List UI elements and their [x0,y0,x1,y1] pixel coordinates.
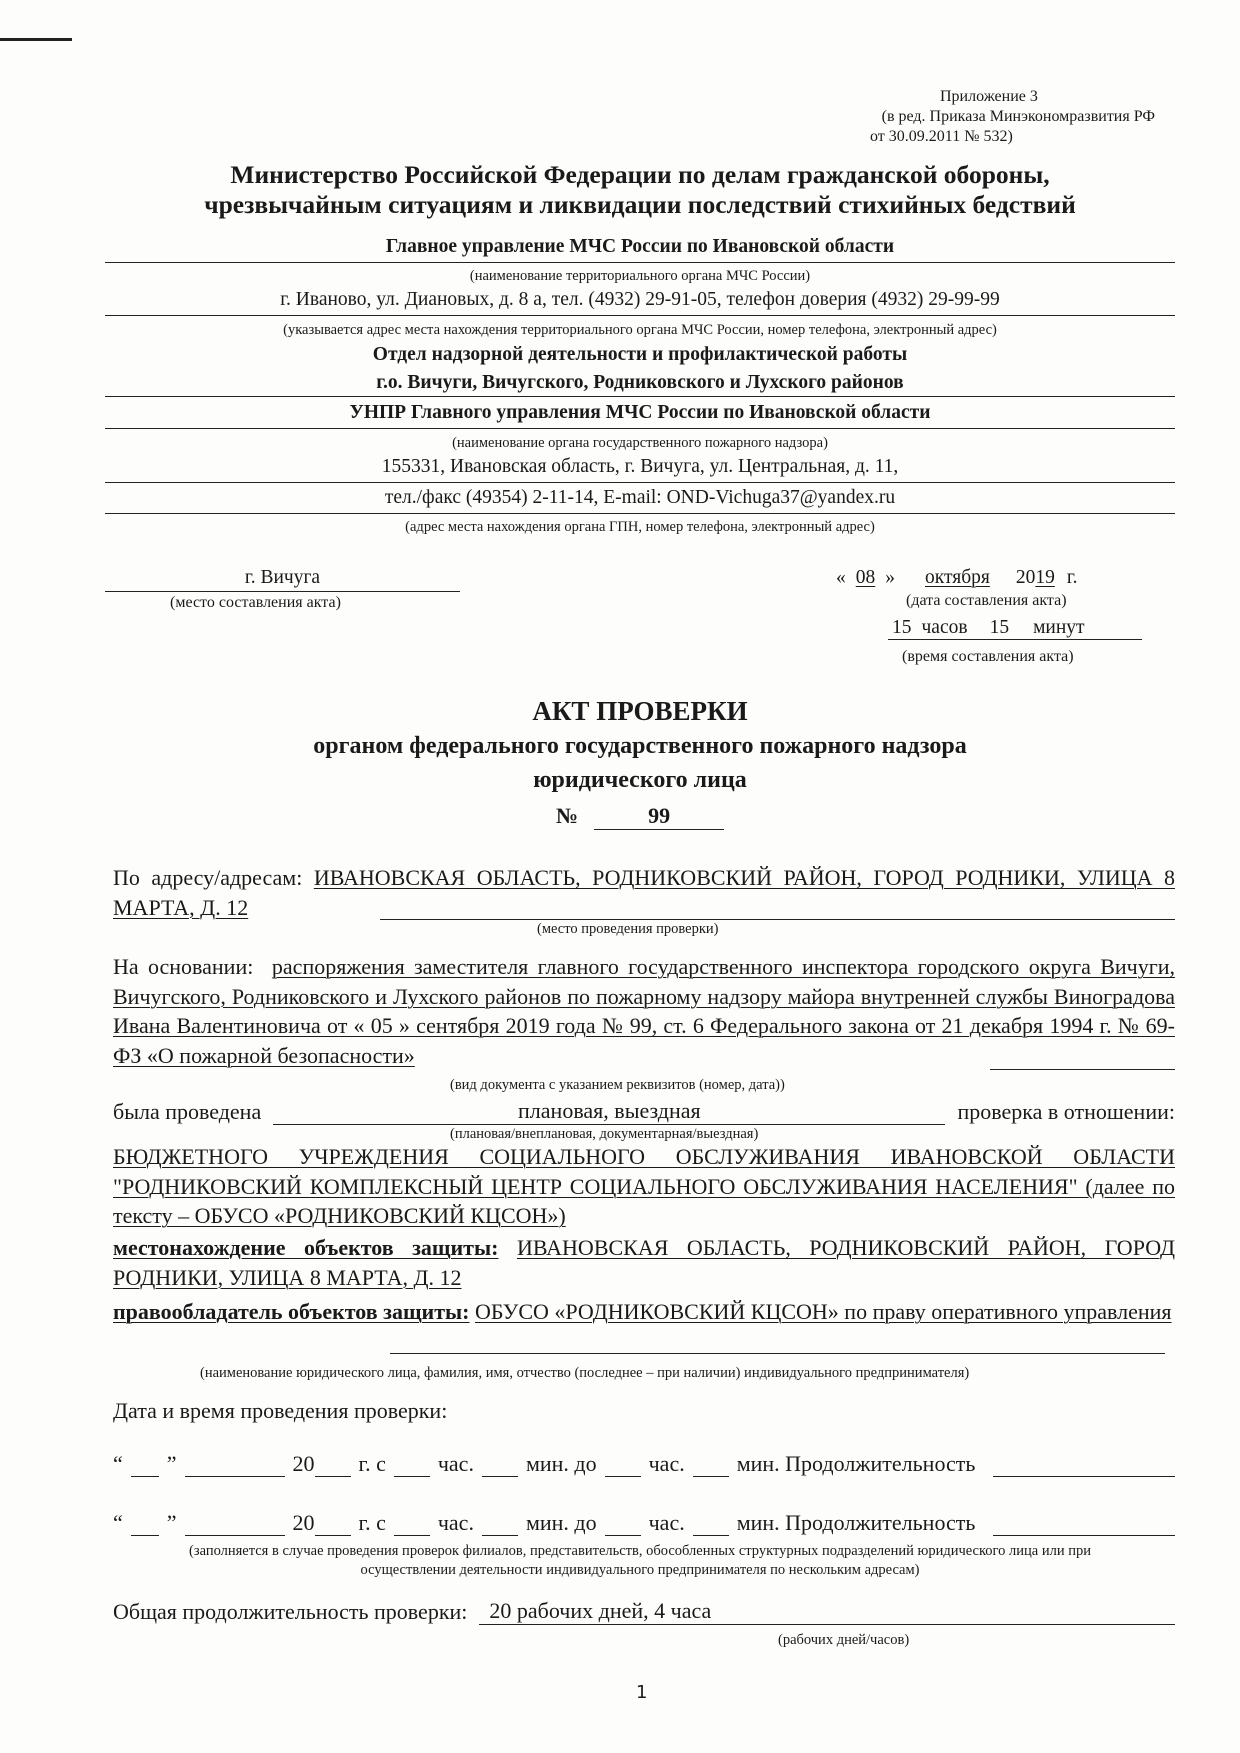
page-number: 1 [636,1682,648,1703]
number-value: 99 [594,803,724,830]
blank-from-hour[interactable] [394,1515,430,1536]
inspection-basis [113,952,1175,1070]
divider [105,262,1175,263]
location-label: местонахождение объектов защиты: [113,1235,499,1260]
divider [390,1353,1165,1354]
act-time [888,617,1142,640]
caption: (указывается адрес места нахождения территориального органа МЧС России, номер телефона, электронный адрес) [283,322,997,338]
caption: (рабочих дней/часов) [778,1632,910,1648]
duration-label: мин. Продолжительность [736,1451,976,1476]
appendix-label: Приложение 3 [940,88,1038,105]
ministry-title: чрезвычайным ситуациям и ликвидации последствий стихийных бедствий [204,190,1076,219]
gpn-body: Отдел надзорной деятельности и профилактической работы [372,344,908,365]
territorial-body: Главное управление МЧС России по Ивановской области [385,236,895,257]
date-year-suffix: 19 [1035,567,1055,588]
minutes-label: минут [1033,617,1085,638]
act-number [556,803,724,830]
time-hours: 15 [892,617,912,638]
caption: (заполняется в случае проведения проверок филиалов, представительств, обособленных структурных подразделений юридического лица или при [189,1543,1091,1559]
to-label: мин. до [525,1451,597,1476]
blank-to-min[interactable] [693,1456,729,1477]
divider [105,513,1175,514]
quote: » [885,567,895,588]
datetime-label: Дата и время проведения проверки: [113,1398,448,1423]
hour-label: час. [648,1510,685,1535]
territorial-address: г. Иваново, ул. Диановых, д. 8 а, тел. (4932) 29-91-05, телефон доверия (4932) 29-99-99 [280,289,1000,310]
blank-to-min[interactable] [693,1515,729,1536]
total-duration [113,1598,1175,1625]
caption: (время составления акта) [902,648,1074,665]
total-label: Общая продолжительность проверки: [113,1599,468,1624]
date-year-g: г. [1066,567,1078,588]
address-value: ИВАНОВСКАЯ ОБЛАСТЬ, РОДНИКОВСКИЙ РАЙОН, ГОРОД РОДНИКИ, УЛИЦА 8 МАРТА, Д. 12 [113,865,1175,920]
duration-label: мин. Продолжительность [736,1510,976,1535]
datetime-row [113,1510,1175,1536]
blank-day[interactable] [131,1456,159,1477]
blank-day[interactable] [131,1515,159,1536]
blank-year[interactable] [315,1515,351,1536]
ministry-title: Министерство Российской Федерации по делам гражданской обороны, [230,160,1050,189]
caption: (дата составления акта) [906,592,1067,609]
divider [105,428,1175,429]
caption: (адрес места нахождения органа ГПН, номер телефона, электронный адрес) [405,519,875,535]
divider [105,315,1175,316]
gpn-address: тел./факс (49354) 2-11-14, E-mail: OND-Vichuga37@yandex.ru [384,487,896,508]
conducted-suffix: проверка в отношении: [957,1099,1175,1124]
caption: (плановая/внеплановая, документарная/выездная) [450,1126,759,1142]
caption: (вид документа с указанием реквизитов (номер, дата)) [450,1077,785,1093]
gpn-body: г.о. Вичуги, Вичугского, Родниковского и Лухского районов [376,372,904,393]
hours-label: часов [921,617,968,638]
basis-value: распоряжения заместителя главного государственного инспектора городского округа Вичуги, Вичугского, Родниковского и Лухского районов по пожарному надзору майора внутренней службы Виноградова Ивана Валентиновича от « 05 » сентября 2019 года № 99, ст. 6 Федерального закона от 21 декабря 1994 г. № 69-ФЗ «О пожарной безопасности» [113,954,1175,1068]
blank-month[interactable] [185,1456,285,1477]
total-value: 20 рабочих дней, 4 часа [479,1598,1175,1625]
conducted-label: была проведена [113,1099,262,1124]
inspection-address [113,863,1175,922]
owner-value: ОБУСО «РОДНИКОВСКИЙ КЦСОН» по праву оперативного управления [475,1299,1172,1324]
conducted-value: плановая, выездная [273,1098,945,1125]
blank-year[interactable] [315,1456,351,1477]
quote: « [836,567,846,588]
caption: (место проведения проверки) [537,921,719,937]
scan-artifact [0,38,72,41]
year-prefix: 20 [292,1451,315,1476]
blank-from-min[interactable] [482,1456,518,1477]
act-date [836,567,1078,589]
owner-label: правообладатель объектов защиты: [113,1299,470,1324]
act-subtitle: органом федерального государственного пожарного надзора [313,733,967,759]
caption: (место составления акта) [170,594,341,611]
to-label: мин. до [525,1510,597,1535]
divider [105,396,1175,397]
quote: “ [113,1451,123,1476]
caption: осуществлении деятельности индивидуального предпринимателя по нескольким адресам) [360,1562,920,1578]
caption: (наименование территориального органа МЧС России) [469,268,811,284]
quote: ” [166,1510,177,1535]
inspection-type [113,1098,1175,1125]
blank-duration[interactable] [993,1515,1175,1536]
location-value: ИВАНОВСКАЯ ОБЛАСТЬ, РОДНИКОВСКИЙ РАЙОН, ГОРОД РОДНИКИ, УЛИЦА 8 МАРТА, Д. 12 [113,1235,1175,1290]
entity-name: БЮДЖЕТНОГО УЧРЕЖДЕНИЯ СОЦИАЛЬНОГО ОБСЛУЖИВАНИЯ ИВАНОВСКОЙ ОБЛАСТИ "РОДНИКОВСКИЙ КОМПЛЕКСНЫЙ ЦЕНТР СОЦИАЛЬНОГО ОБСЛУЖИВАНИЯ НАСЕЛЕНИЯ" (далее по тексту – ОБУСО «РОДНИКОВСКИЙ КЦСОН») [113,1144,1175,1228]
hour-label: час. [437,1510,474,1535]
hour-label: час. [437,1451,474,1476]
blank-from-hour[interactable] [394,1456,430,1477]
act-title: АКТ ПРОВЕРКИ [532,696,748,726]
blank-month[interactable] [185,1515,285,1536]
blank-to-hour[interactable] [605,1515,641,1536]
quote: “ [113,1510,123,1535]
hour-label: час. [648,1451,685,1476]
datetime-row [113,1451,1175,1477]
appendix-ref: (в ред. Приказа Минэкономразвития РФ [881,108,1155,125]
divider [105,482,1175,483]
date-day: 08 [855,567,876,588]
from-label: г. с [358,1510,386,1535]
blank-to-hour[interactable] [605,1456,641,1477]
divider [990,1069,1175,1070]
time-minutes: 15 [989,617,1010,638]
appendix-ref: от 30.09.2011 № 532) [870,128,1013,145]
gpn-address: 155331, Ивановская область, г. Вичуга, ул. Центральная, д. 11, [381,456,899,477]
basis-label: На основании: [113,954,254,979]
address-label: По адресу/адресам: [113,865,303,890]
act-place: г. Вичуга [105,567,460,592]
quote: ” [166,1451,177,1476]
blank-duration[interactable] [993,1456,1175,1477]
blank-from-min[interactable] [482,1515,518,1536]
year-prefix: 20 [292,1510,315,1535]
number-label: № [556,803,579,828]
from-label: г. с [358,1451,386,1476]
caption: (наименование юридического лица, фамилия, имя, отчество (последнее – при наличии) индивидуального предпринимателя) [200,1365,970,1381]
date-year-prefix: 20 [1015,567,1036,588]
divider [380,919,1175,920]
act-subtitle: юридического лица [533,767,747,793]
protection-location [113,1233,1175,1292]
protection-owner [113,1297,1175,1327]
gpn-body: УНПР Главного управления МЧС России по Ивановской области [349,402,931,423]
date-month: октября [925,567,990,588]
caption: (наименование органа государственного пожарного надзора) [452,435,828,451]
